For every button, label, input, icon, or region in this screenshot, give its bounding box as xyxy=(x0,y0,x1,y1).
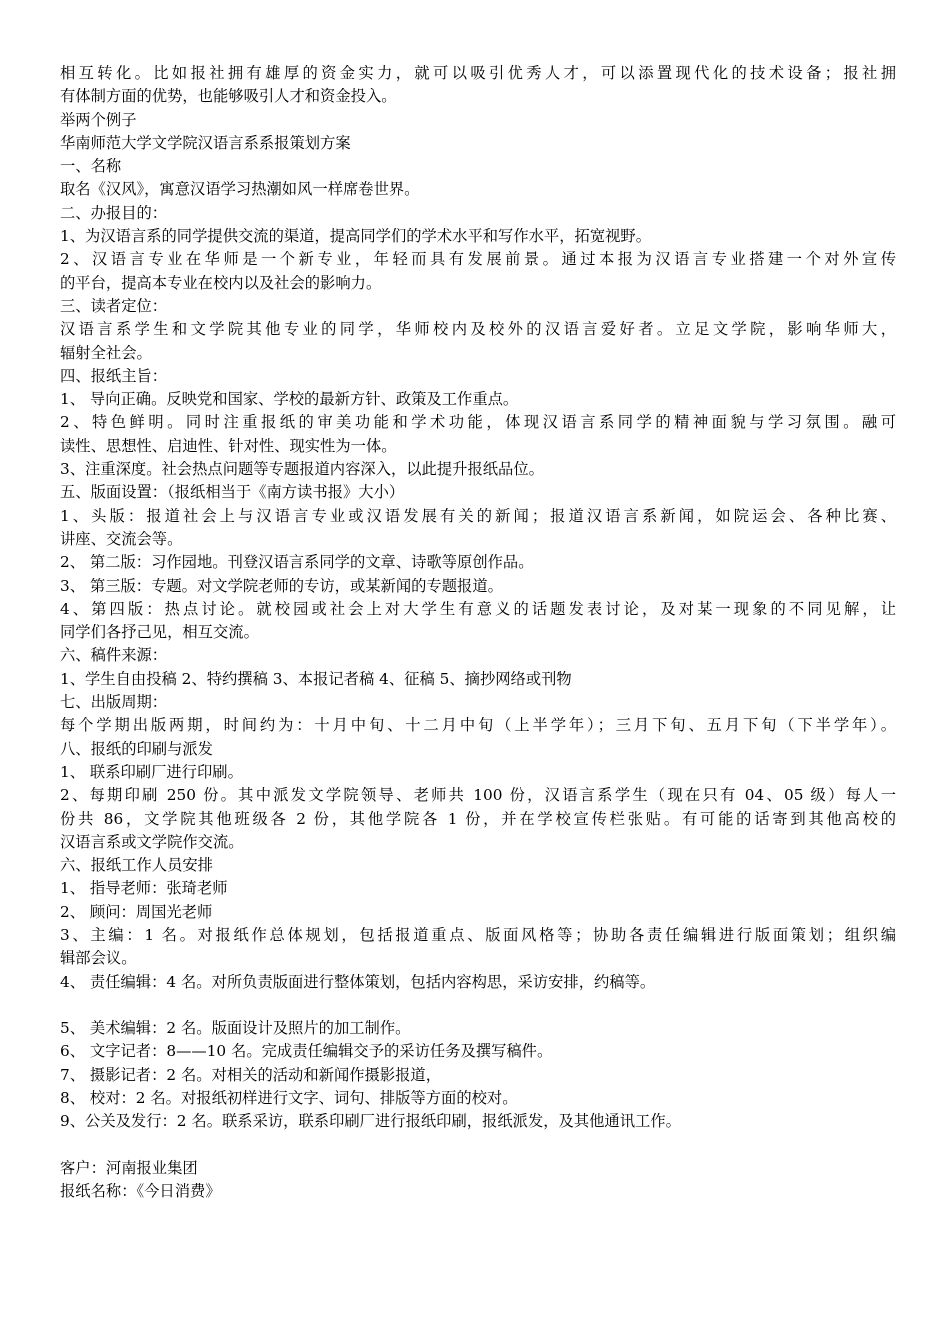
text-line: 二、办报目的： xyxy=(60,203,168,222)
text-line: 一、名称 xyxy=(60,157,122,176)
text-line: 的平台，提高本专业在校内以及社会的影响力。 xyxy=(60,273,382,292)
text-line: 7、 摄影记者：2 名。对相关的活动和新闻作摄影报道， xyxy=(60,1065,442,1084)
text-line: 汉语言系学生和文学院其他专业的同学，华师校内及校外的汉语言爱好者。立足文学院，影响华师大， xyxy=(60,320,896,339)
text-line: 有体制方面的优势，也能够吸引人才和资金投入。 xyxy=(60,87,397,106)
text-line: 三、读者定位： xyxy=(60,296,168,315)
text-line: 2、汉语言专业在华师是一个新专业，年轻而具有发展前景。通过本报为汉语言专业搭建一个对外宣传 xyxy=(60,250,896,269)
text-line: 1、为汉语言系的同学提供交流的渠道，提高同学们的学术水平和写作水平，拓宽视野。 xyxy=(60,227,652,246)
text-line: 1、头版：报道社会上与汉语言专业或汉语发展有关的新闻；报道汉语言系新闻，如院运会、各种比赛、 xyxy=(60,506,896,525)
text-line: 3、 第三版：专题。对文学院老师的专访，或某新闻的专题报道。 xyxy=(60,576,503,595)
text-line: 1、 联系印刷厂进行印刷。 xyxy=(60,762,243,781)
text-line: 5、 美术编辑：2 名。版面设计及照片的加工制作。 xyxy=(60,1019,411,1038)
text-line: 6、 文字记者：8——10 名。完成责任编辑交予的采访任务及撰写稿件。 xyxy=(60,1042,553,1061)
text-line: 3、注重深度。社会热点问题等专题报道内容深入，以此提升报纸品位。 xyxy=(60,460,544,479)
text-line: 9、公关及发行：2 名。联系采访，联系印刷厂进行报纸印刷，报纸派发，及其他通讯工作。 xyxy=(60,1112,681,1131)
text-line: 七、出版周期： xyxy=(60,693,168,712)
text-line: 六、稿件来源： xyxy=(60,646,168,665)
text-line: 4、 责任编辑：4 名。对所负责版面进行整体策划，包括内容构思，采访安排，约稿等。 xyxy=(60,972,656,991)
text-line: 4、第四版：热点讨论。就校园或社会上对大学生有意义的话题发表讨论，及对某一现象的不同见解，让 xyxy=(60,599,896,618)
text-line: 同学们各抒己见，相互交流。 xyxy=(60,623,259,642)
text-line: 2、每期印刷 250 份。其中派发文学院领导、老师共 100 份，汉语言系学生（现在只有 04、05 级）每人一 xyxy=(60,786,896,805)
text-line: 读性、思想性、启迪性、针对性、现实性为一体。 xyxy=(60,436,397,455)
text-line: 1、学生自由投稿 2、特约撰稿 3、本报记者稿 4、征稿 5、摘抄网络或刊物 xyxy=(60,669,572,688)
document-page xyxy=(60,62,896,1204)
text-line: 1、 指导老师：张琦老师 xyxy=(60,879,228,898)
text-line: 2、 第二版：习作园地。刊登汉语言系同学的文章、诗歌等原创作品。 xyxy=(60,553,534,572)
text-line: 华南师范大学文学院汉语言系系报策划方案 xyxy=(60,133,351,152)
text-line: 每个学期出版两期，时间约为：十月中旬、十二月中旬（上半学年）；三月下旬、五月下旬（下半学年）。 xyxy=(60,716,896,735)
text-line: 讲座、交流会等。 xyxy=(60,529,183,548)
text-line: 相互转化。比如报社拥有雄厚的资金实力，就可以吸引优秀人才，可以添置现代化的技术设备；报社拥 xyxy=(60,64,896,82)
text-line: 六、报纸工作人员安排 xyxy=(60,856,213,875)
text-line: 3、主编：1 名。对报纸作总体规划，包括报道重点、版面风格等；协助各责任编辑进行版面策划；组织编 xyxy=(60,925,896,944)
text-line: 份共 86，文学院其他班级各 2 份，其他学院各 1 份，并在学校宣传栏张贴。有可能的话寄到其他高校的 xyxy=(60,809,896,828)
blank-line xyxy=(60,994,896,1017)
text-line: 客户：河南报业集团 xyxy=(60,1158,198,1177)
text-line: 2、 顾问：周国光老师 xyxy=(60,902,213,921)
text-line: 汉语言系或文学院作交流。 xyxy=(60,832,244,851)
text-line: 2、特色鲜明。同时注重报纸的审美功能和学术功能，体现汉语言系同学的精神面貌与学习氛围。融可 xyxy=(60,413,896,432)
text-line: 八、报纸的印刷与派发 xyxy=(60,739,213,758)
text-line: 取名《汉风》，寓意汉语学习热潮如风一样席卷世界。 xyxy=(60,180,420,199)
text-line: 五、版面设置：（报纸相当于《南方读书报》大小） xyxy=(60,483,405,502)
text-line: 报纸名称：《今日消费》 xyxy=(60,1182,221,1201)
text-line: 8、 校对：2 名。对报纸初样进行文字、词句、排版等方面的校对。 xyxy=(60,1089,518,1108)
text-line: 四、报纸主旨： xyxy=(60,366,168,385)
text-line: 1、 导向正确。反映党和国家、学校的最新方针、政策及工作重点。 xyxy=(60,390,519,409)
text-line: 辐射全社会。 xyxy=(60,343,152,362)
blank-line xyxy=(60,1134,896,1157)
text-line: 举两个例子 xyxy=(60,110,137,129)
text-line: 辑部会议。 xyxy=(60,949,137,968)
